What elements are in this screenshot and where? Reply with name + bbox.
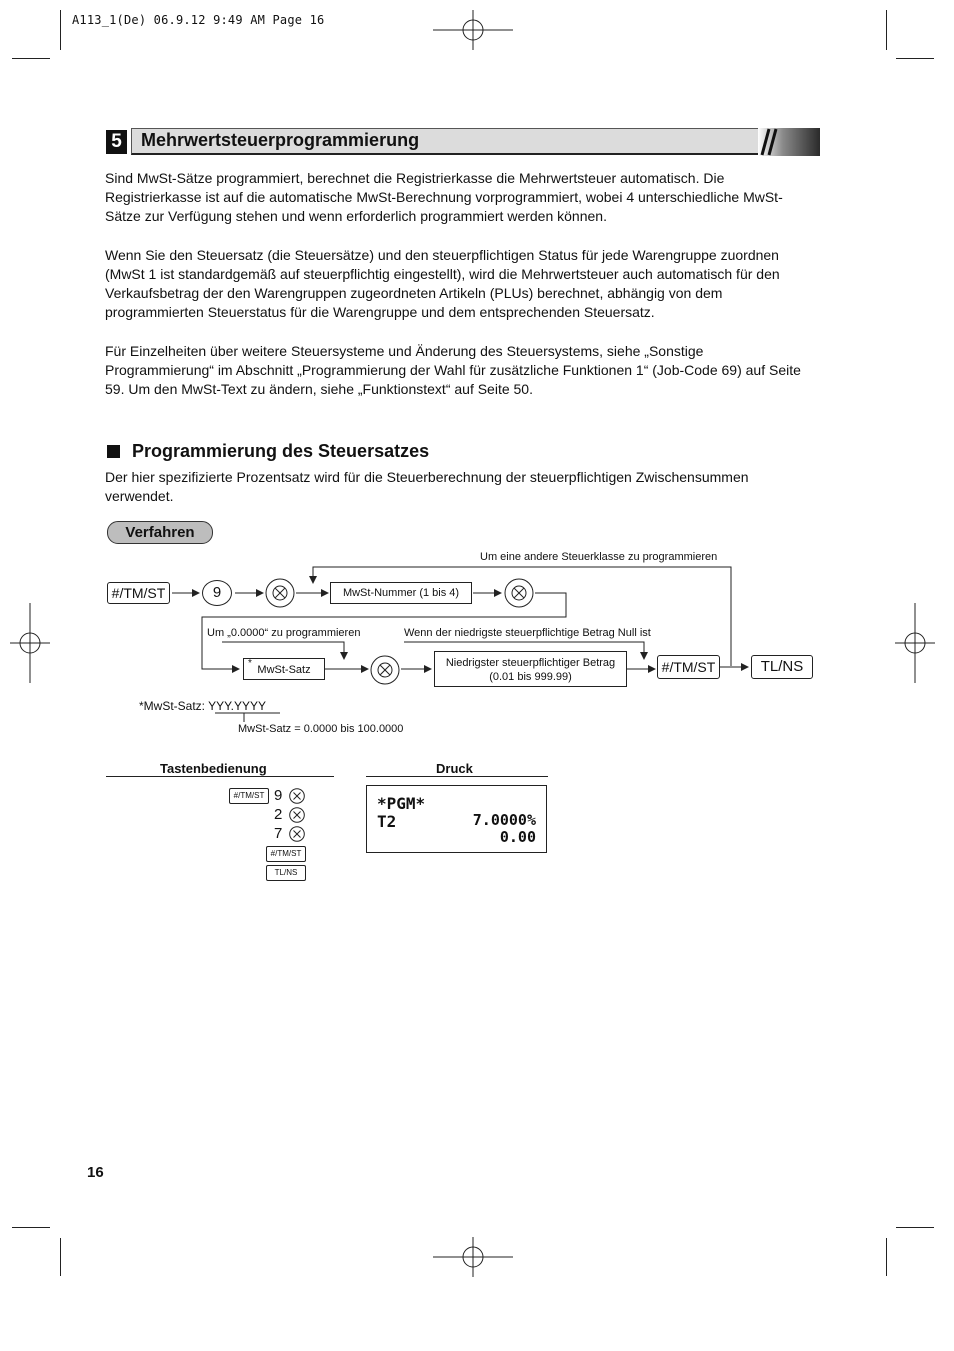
label-null: Wenn der niedrigste steuerpflichtige Betrag Null ist	[404, 627, 651, 639]
print-header-label: Druck	[436, 761, 473, 776]
crop-mark	[60, 1238, 61, 1276]
digit-2[interactable]: 2	[274, 806, 283, 823]
mwst-nummer-box: MwSt-Nummer (1 bis 4)	[330, 582, 472, 604]
multiply-key-icon[interactable]	[289, 826, 305, 842]
multiply-key-icon[interactable]	[504, 578, 534, 608]
multiply-key-icon[interactable]	[265, 578, 295, 608]
tl-ns-key[interactable]: TL/NS	[751, 655, 813, 679]
receipt-print	[366, 785, 547, 853]
footnote-range: MwSt-Satz = 0.0000 bis 100.0000	[238, 723, 404, 735]
mwst-satz-box	[243, 658, 325, 680]
key-9[interactable]: 9	[202, 580, 232, 606]
receipt-amount: 0.00	[499, 828, 536, 846]
receipt-title: *PGM*	[377, 794, 426, 813]
label-zero: Um „0.0000“ zu programmieren	[207, 627, 361, 639]
receipt-row-label: T2	[377, 812, 397, 831]
print-header-line	[366, 776, 548, 777]
loop-label: Um eine andere Steuerklasse zu programmieren	[480, 551, 718, 563]
receipt-rate: 7.0000%	[472, 811, 536, 829]
page-number: 16	[87, 1164, 104, 1181]
multiply-key-icon[interactable]	[289, 788, 305, 804]
multiply-key-icon[interactable]	[289, 807, 305, 823]
tm-st-key-small[interactable]: #/TM/ST	[266, 846, 306, 862]
subsection-intro: Der hier spezifizierte Prozentsatz wird für die Steuerberechnung der steuerpflichtigen Zwischensummen verwendet.	[105, 469, 749, 504]
keys-header-line	[106, 776, 334, 777]
footnote-prefix: *MwSt-Satz:	[139, 699, 209, 713]
keys-header: Tastenbedienung	[160, 761, 267, 776]
registration-mark-icon	[433, 1237, 513, 1277]
footnote	[139, 699, 266, 713]
procedure-label: Verfahren	[107, 521, 213, 544]
footnote-format: YYY.YYYY	[208, 699, 266, 713]
tl-ns-key-small[interactable]: TL/NS	[266, 865, 306, 881]
tm-st-key-small[interactable]: #/TM/ST	[229, 788, 269, 804]
crop-mark	[886, 1238, 887, 1276]
paragraph: Wenn Sie den Steuersatz (die Steuersätze) und den steuerpflichtigen Status für jede Warengruppe zuordnen (MwSt 1 ist standardgemäß auf steuerpflichtig eingestellt), wird die Mehrwertsteuer auch automatisch für den Verkaufsbetrag der den Warengruppen zugeordneten Artikeln (PLUs) berechnet, abhängig von dem programmierten Steuerstatus für die Warengruppe und dem entsprechenden Steuersatz.	[105, 247, 780, 320]
subsection-title: Programmierung des Steuersatzes	[132, 441, 430, 461]
tm-st-key[interactable]: #/TM/ST	[657, 655, 720, 679]
section-title: Mehrwertsteuerprogrammierung	[141, 130, 420, 150]
niedrigster-line2: (0.01 bis 999.99)	[489, 671, 572, 683]
crop-mark	[12, 1227, 50, 1228]
mwst-satz-label: MwSt-Satz	[257, 664, 311, 676]
section-number: 5	[106, 130, 127, 154]
multiply-key-icon[interactable]	[370, 655, 400, 685]
asterisk: *	[248, 658, 252, 669]
tm-st-key[interactable]: #/TM/ST	[107, 582, 170, 604]
digit-7[interactable]: 7	[274, 825, 283, 842]
print-header: A113_1(De) 06.9.12 9:49 AM Page 16	[72, 13, 325, 27]
niedrigster-box	[434, 651, 627, 687]
niedrigster-line1: Niedrigster steuerpflichtiger Betrag	[445, 657, 616, 669]
crop-mark	[896, 1227, 934, 1228]
paragraph: Sind MwSt-Sätze programmiert, berechnet die Registrierkasse die Mehrwertsteuer automatisch. Die Registrierkasse ist auf die automatische MwSt-Berechnung vorprogrammiert, wobei 4 unterschiedliche MwSt-Sätze zur Verfügung stehen und wenn erforderlich programmiert werden können.	[105, 170, 783, 224]
digit-9[interactable]: 9	[274, 787, 283, 804]
paragraph: Für Einzelheiten über weitere Steuersysteme und Änderung des Steuersystems, siehe „Sonstige Programmierung“ im Abschnitt „Programmierung der Wahl für zusätzliche Funktionen 1“ (Job-Code 69) auf Seite 59. Um den MwSt-Text zu ändern, siehe „Funktionstext“ auf Seite 50.	[105, 343, 801, 397]
